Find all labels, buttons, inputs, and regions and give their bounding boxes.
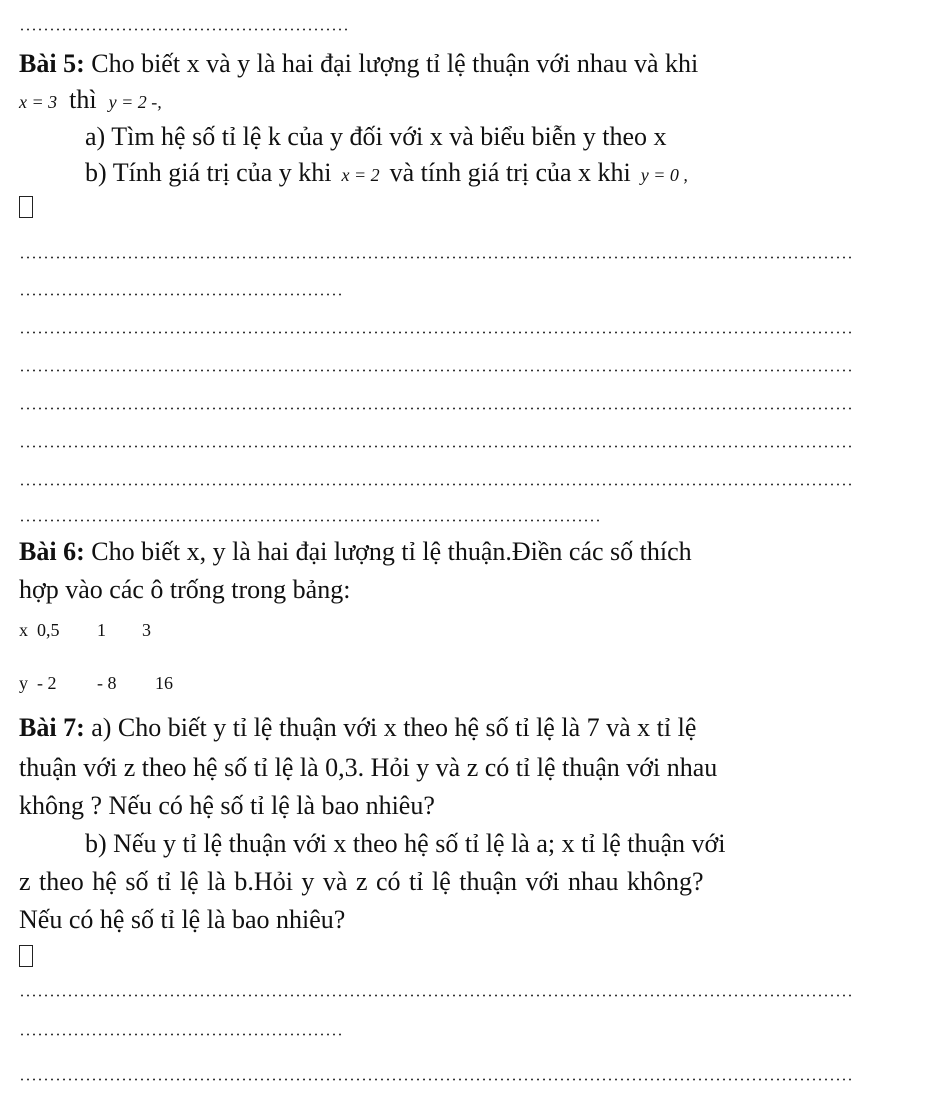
bai5-part-b (85, 157, 688, 189)
bai5-b-y: y = 0 , (640, 165, 688, 185)
table-x-c2: 1 (97, 620, 106, 640)
dotted-answer-line (19, 369, 853, 372)
bai7-line6: Nếu có hệ số tỉ lệ là bao nhiêu? (19, 905, 346, 934)
table-y-c3: 16 (155, 673, 173, 693)
answer-placeholder-box (19, 196, 33, 218)
dotted-answer-line (19, 28, 351, 31)
bai5-text: Cho biết x và y là hai đại lượng tỉ lệ thuận với nhau và khi (84, 49, 699, 78)
bai7-line5: z theo hệ số tỉ lệ là b.Hỏi y và z có tỉ lệ thuận với nhau không? (19, 867, 704, 896)
dotted-answer-line (19, 445, 853, 448)
dotted-answer-line (19, 331, 853, 334)
bai5-thi: thì (69, 85, 97, 114)
bai5-b-x: x = 2 (341, 165, 380, 185)
bai6-title: Bài 6: (19, 537, 85, 566)
bai6-line1 (19, 536, 692, 568)
dotted-answer-line (19, 519, 599, 522)
table-y-c1: - 2 (37, 673, 57, 693)
table-x-c3: 3 (142, 620, 151, 640)
bai5-x-value: x = 3 (19, 92, 58, 112)
bai5-line2 (19, 84, 162, 116)
dotted-answer-line (19, 1033, 341, 1036)
bai7-line1 (19, 712, 696, 744)
bai5-b-text1: b) Tính giá trị của y khi (85, 158, 332, 187)
dotted-answer-line (19, 1078, 853, 1081)
table-y-c2: - 8 (97, 673, 117, 693)
dotted-answer-line (19, 407, 853, 410)
dotted-answer-line (19, 483, 853, 486)
bai5-title: Bài 5: (19, 49, 85, 78)
bai7-line3: không ? Nếu có hệ số tỉ lệ là bao nhiêu? (19, 791, 435, 820)
table-x-c1: 0,5 (37, 620, 60, 640)
bai6-line2: hợp vào các ô trống trong bảng: (19, 575, 351, 604)
dotted-answer-line (19, 994, 853, 997)
bai7-line4: b) Nếu y tỉ lệ thuận với x theo hệ số tỉ lệ là a; x tỉ lệ thuận với (85, 829, 726, 858)
bai5-y-value: y = 2 -, (108, 92, 162, 112)
table-x-label: x (19, 620, 28, 640)
dotted-answer-line (19, 293, 341, 296)
bai5-part-a: a) Tìm hệ số tỉ lệ k của y đối với x và biểu biễn y theo x (85, 122, 667, 151)
answer-placeholder-box (19, 945, 33, 967)
table-y-label: y (19, 673, 28, 693)
dotted-answer-line (19, 256, 853, 259)
bai7-text-a: a) Cho biết y tỉ lệ thuận với x theo hệ số tỉ lệ là 7 và x tỉ lệ (84, 713, 697, 742)
bai5-line1 (19, 48, 698, 80)
bai6-text: Cho biết x, y là hai đại lượng tỉ lệ thuận.Điền các số thích (84, 537, 692, 566)
bai5-b-text2: và tính giá trị của x khi (389, 158, 631, 187)
bai7-title: Bài 7: (19, 713, 85, 742)
bai7-line2: thuận với z theo hệ số tỉ lệ là 0,3. Hỏi y và z có tỉ lệ thuận với nhau (19, 753, 718, 782)
